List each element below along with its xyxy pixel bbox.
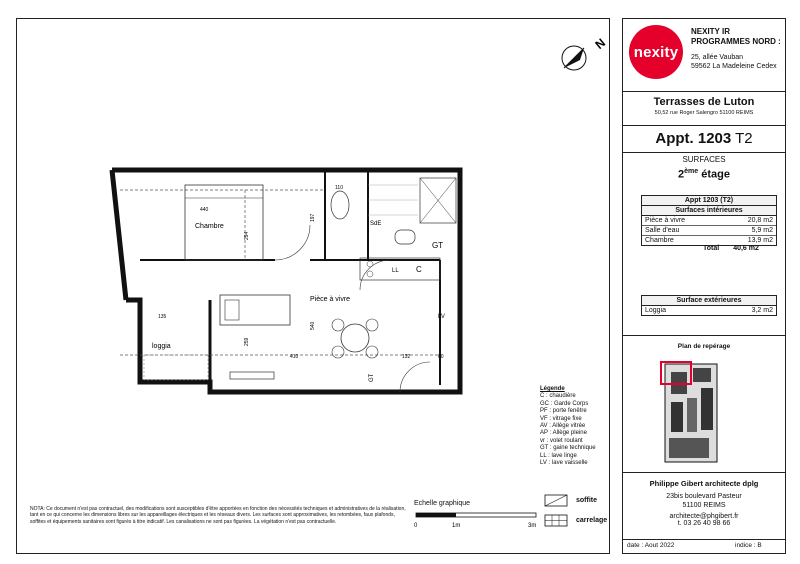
code-c: C <box>416 265 422 274</box>
dim-132: 132 <box>402 354 411 360</box>
footer-index: indice : B <box>735 542 762 549</box>
north-label: N <box>592 35 609 52</box>
code-gt-bath: GT <box>432 241 444 250</box>
dim-294: 294 <box>244 231 250 240</box>
architect-phone: t. 03 26 40 98 66 <box>677 520 731 527</box>
interior-total: Total 40,6 m2 <box>703 245 759 252</box>
code-lv: LV <box>438 314 445 320</box>
footer-date: date : Aout 2022 <box>627 542 675 549</box>
hatch-soffite-label: soffite <box>576 497 597 504</box>
architect-email: architecte@phgibert.fr <box>669 513 739 520</box>
disclaimer-note: NOTA: Ce document n'est pas contractuel, des modifications sont susceptibles d'être apportées en fonction des nécessités techniques et administratives de la réalisation, tant en ce qui concerne les dimensions libres sur les appareillages électriques et les réseaux divers. Les surfaces sont approximatives, les retombées, faux plafonds, soffites et équipements sanitaires sont figurés à titre indicatif. Les canalisations ne sont pas figurées. La végétation n'est pas contractuelle. <box>30 506 406 525</box>
room-label-sde: SdE <box>370 221 382 227</box>
surfaces-label: SURFACES <box>682 155 726 164</box>
dim-440: 440 <box>200 207 209 213</box>
apartment-type: T2 <box>735 130 753 147</box>
architect-address: 23bis boulevard Pasteur 51100 REIMS <box>666 493 742 509</box>
project-name: Terrasses de Luton <box>653 96 755 108</box>
floor-plan <box>100 160 480 400</box>
dim-259: 259 <box>244 337 250 346</box>
apartment-title: Appt. 1203 <box>655 130 732 147</box>
table-row: Loggia 3,2 m2 <box>645 307 773 314</box>
legend-item: AP : Allège pleine <box>540 430 587 437</box>
legend-item: GC : Garde Corps <box>540 400 589 407</box>
table-row: Pièce à vivre 20,8 m2 <box>642 216 776 226</box>
room-label-loggia: loggia <box>152 343 171 350</box>
interior-table-subtitle: Surfaces intérieures <box>642 206 776 216</box>
company-address: 25, allée Vauban 59562 La Madeleine Cedex <box>691 54 777 70</box>
interior-surfaces-table <box>641 195 777 246</box>
legend-item: PF : porte fenêtre <box>540 408 587 415</box>
dim-60: 60 <box>438 354 444 360</box>
exterior-surfaces-table <box>641 295 777 316</box>
scale-tick-3m: 3m <box>528 523 537 529</box>
legend-item: AV : Allège vitrée <box>540 423 586 430</box>
dim-110: 110 <box>335 185 343 191</box>
north-compass-icon <box>558 30 614 76</box>
title-block <box>622 18 786 554</box>
project-address: 50,52 rue Roger Salengro 51100 REIMS <box>654 110 754 116</box>
locator-title: Plan de repérage <box>677 343 731 350</box>
surfaces-section <box>623 153 785 336</box>
legend-item: LV : lave vaisselle <box>540 460 588 467</box>
table-row: Salle d'eau 5,9 m2 <box>642 226 776 236</box>
legend-item: C : chaudière <box>540 393 576 400</box>
scale-tick-1m: 1m <box>452 523 461 529</box>
dim-135: 135 <box>158 314 167 320</box>
apartment-section <box>623 126 785 153</box>
project-section <box>623 92 785 126</box>
code-ll: LL <box>392 268 399 274</box>
scale-label: Echelle graphique <box>414 500 471 507</box>
dim-540: 540 <box>310 321 316 330</box>
architect-section <box>623 473 785 540</box>
hatch-carrelage-label: carrelage <box>576 517 608 524</box>
room-label-chambre: Chambre <box>195 223 224 230</box>
dim-410: 410 <box>290 354 299 360</box>
hatch-soffite-icon <box>544 494 570 508</box>
locator-plan-map <box>657 358 721 466</box>
header-section <box>623 19 785 92</box>
nexity-logo: nexity <box>629 25 683 79</box>
legend-item: LL : lave linge <box>540 452 577 459</box>
locator-section <box>623 336 785 473</box>
legend-item: vr : volet roulant <box>540 437 583 444</box>
table-row: Chambre 13,9 m2 <box>645 237 773 244</box>
dim-197: 197 <box>310 213 316 222</box>
code-gt-living: GT <box>369 373 375 382</box>
legend-item: VF : vitrage fixe <box>540 415 582 422</box>
room-label-piece-a-vivre: Pièce à vivre <box>310 296 351 303</box>
floor-label: 2ème étage <box>678 168 730 181</box>
exterior-table-title: Surface extérieures <box>642 296 776 306</box>
footer-row <box>623 540 785 552</box>
legend-item: GT : gaine technique <box>540 445 596 452</box>
architect-name: Philippe Gibert architecte dplg <box>649 479 759 488</box>
scale-bar <box>414 511 542 535</box>
legend-title: Légende <box>540 386 565 392</box>
legend <box>540 386 596 467</box>
interior-table-title: Appt 1203 (T2) <box>642 196 776 206</box>
scale-tick-0: 0 <box>414 523 418 529</box>
hatch-carrelage-icon <box>544 514 570 528</box>
graphic-scale <box>414 500 470 507</box>
company-name: NEXITY IR PROGRAMMES NORD : <box>691 27 781 46</box>
